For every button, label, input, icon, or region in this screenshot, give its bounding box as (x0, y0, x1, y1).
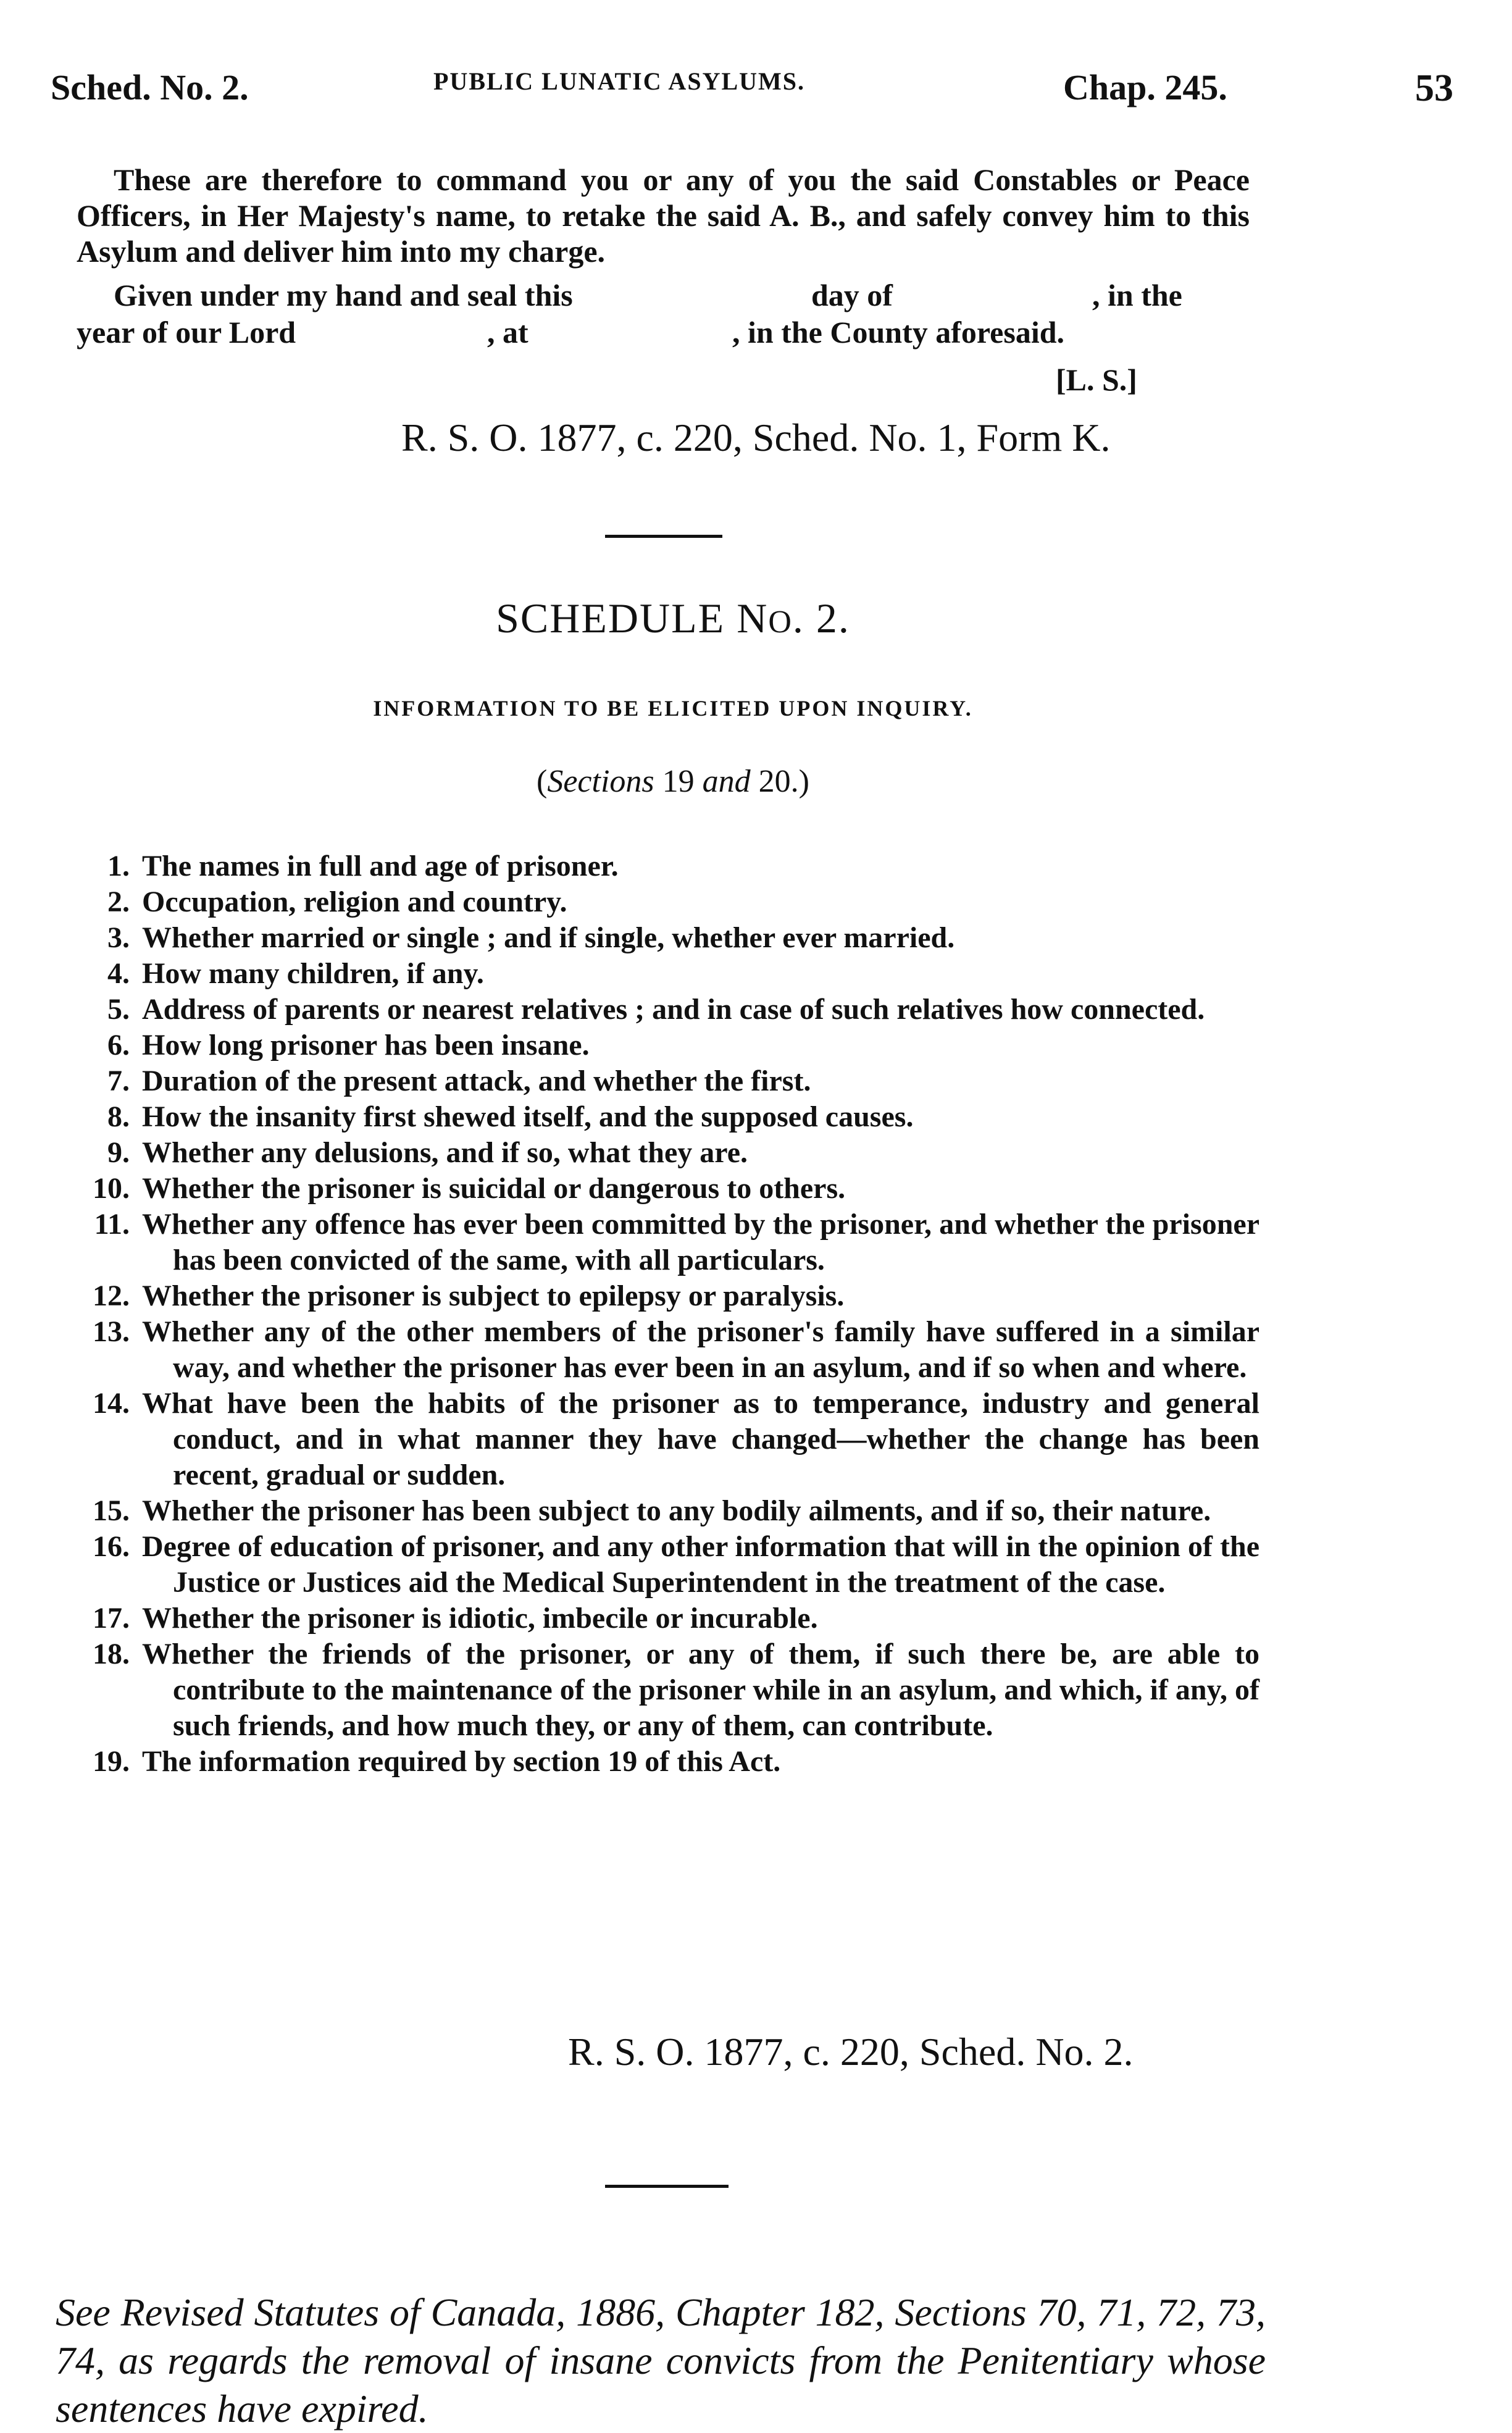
warrant-command-text: These are therefore to command you or any of you the said Constables or Peace Officers, in Her Majesty's name, to retake the said A. B., and safely convey him to this Asylum and deliver him into my charge. (77, 162, 1250, 269)
given-line2-at: , at (487, 315, 528, 350)
list-item: 19. The information required by section 19 of this Act. (93, 1745, 781, 1778)
list-item: 13. Whether any of the other members of the prisoner's family have suffered in a similar way, and whether the prisoner has ever been in an asylum, and if so when and where. (93, 1315, 1259, 1384)
header-schedule-ref: Sched. No. 2. (51, 67, 249, 107)
warrant-paragraph (77, 162, 1250, 269)
sections-reference: (Sections 19 and 20.) (537, 764, 809, 799)
list-item: 4. How many children, if any. (107, 957, 484, 990)
header-chapter: Chap. 245. (1063, 67, 1227, 107)
schedule-2-citation: R. S. O. 1877, c. 220, Sched. No. 2. (568, 2030, 1134, 2074)
inquiry-items-list (49, 848, 1259, 1780)
form-k-citation: R. S. O. 1877, c. 220, Sched. No. 1, Form K. (401, 416, 1111, 459)
list-item: 11. Whether any offence has ever been committed by the prisoner, and whether the prisoner has been convicted of the same, with all particulars. (94, 1208, 1259, 1276)
list-item: 16. Degree of education of prisoner, and any other information that will in the opinion of the Justice or Justices aid the Medical Superintendent in the treatment of the case. (93, 1530, 1259, 1599)
given-under-hand-block (77, 277, 1250, 351)
given-line2-start: year of our Lord (77, 315, 296, 350)
list-item: 6. How long prisoner has been insane. (107, 1029, 590, 1062)
list-item: 14. What have been the habits of the prisoner as to temperance, industry and general conduct, and in what manner they have changed—whether the change has been recent, gradual or sudden. (93, 1387, 1259, 1491)
list-item: 3. Whether married or single ; and if single, whether ever married. (107, 921, 955, 954)
list-item: 1. The names in full and age of prisoner. (107, 850, 619, 882)
given-line1-end: , in the (1092, 278, 1182, 312)
section-divider (605, 535, 722, 538)
schedule-heading: SCHEDULE NO. 2. (496, 595, 850, 642)
list-item: 12. Whether the prisoner is subject to epilepsy or paralysis. (93, 1279, 845, 1312)
list-item: 8. How the insanity first shewed itself, and the supposed causes. (107, 1100, 914, 1133)
list-item: 15. Whether the prisoner has been subject to any bodily ailments, and if so, their nature. (93, 1494, 1211, 1527)
list-item: 10. Whether the prisoner is suicidal or dangerous to others. (93, 1172, 846, 1205)
page-number: 53 (1415, 67, 1453, 109)
running-header (51, 67, 1483, 116)
list-item: 9. Whether any delusions, and if so, what they are. (107, 1136, 748, 1169)
given-line1-day: day of (811, 278, 893, 312)
list-item: 2. Occupation, religion and country. (107, 886, 567, 918)
list-item: 7. Duration of the present attack, and whether the first. (107, 1065, 811, 1097)
schedule-subheading: INFORMATION TO BE ELICITED UPON INQUIRY. (373, 696, 973, 721)
list-item: 5. Address of parents or nearest relatives ; and in case of such relatives how connected. (107, 993, 1205, 1026)
given-line1-start: Given under my hand and seal this (114, 278, 573, 312)
footnote: See Revised Statutes of Canada, 1886, Chapter 182, Sections 70, 71, 72, 73, 74, as regards the removal of insane convicts from the Penitentiary whose sentences have expired. (56, 2290, 1266, 2431)
given-line2-end: , in the County aforesaid. (732, 315, 1065, 350)
section-divider (605, 2185, 729, 2188)
list-item: 18. Whether the friends of the prisoner, or any of them, if such there be, are able to contribute to the maintenance of the prisoner while in an asylum, and which, if any, of such friends, and how much they, or any of them, can contribute. (93, 1638, 1259, 1742)
seal-mark: [L. S.] (1056, 362, 1137, 397)
header-act-title: PUBLIC LUNATIC ASYLUMS. (433, 67, 806, 95)
list-item: 17. Whether the prisoner is idiotic, imbecile or incurable. (93, 1602, 818, 1635)
